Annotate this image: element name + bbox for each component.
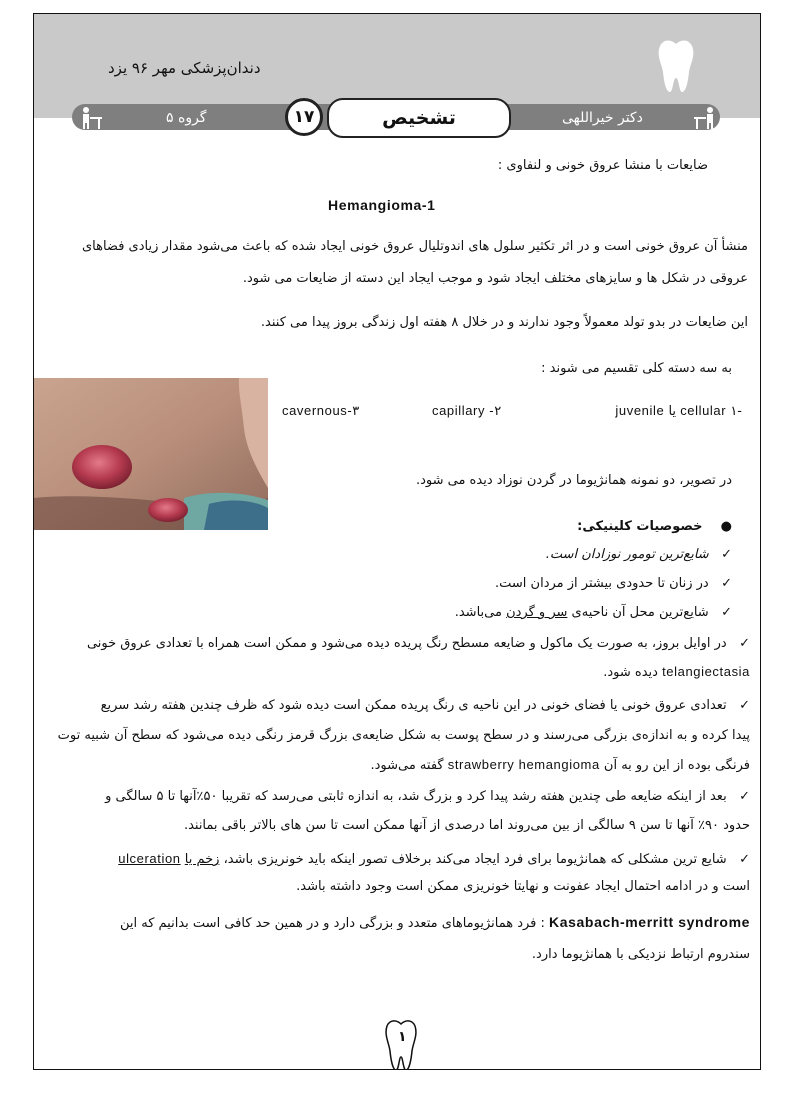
check-icon: ✓: [739, 789, 750, 804]
image-caption: در تصویر، دو نمونه همانژیوما در گردن نوزاد دیده می شود.: [415, 473, 732, 488]
list-item: ✓ شایع ترین مشکلی که همانژیوما برای فرد ایجاد می‌کند برخلاف تصور اینکه باید خونریزی باشد، زخم یا ulceration: [118, 851, 750, 867]
desk-person-icon: [78, 106, 104, 130]
list-item-continued: است و در ادامه احتمال ایجاد عفونت و نهایتا خونریزی ممکن است وجود داشته باشد.: [296, 879, 750, 894]
author-label: دکتر خیراللهی: [562, 110, 643, 126]
list-item: ✓ شایع‌ترین محل آن ناحیه‌ی سر و گردن می‌باشد.: [454, 605, 732, 620]
hemangioma-photo: [34, 378, 268, 530]
group-label: گروه ۵: [166, 110, 207, 126]
syndrome-line: Kasabach-merritt syndrome : فرد همانژیوماهای متعدد و بزرگی دارد و در همین حد کافی است بدانیم که این: [119, 914, 750, 931]
list-item: ✓ در زنان تا حدودی بیشتر از مردان است.: [495, 576, 732, 591]
clinical-heading: ● خصوصیات کلینیکی:: [577, 519, 732, 534]
section-title: تشخیص: [327, 98, 511, 138]
footer-page-number: ۱: [398, 1029, 407, 1045]
list-item: ✓ در اوایل بروز، به صورت یک ماکول و ضایعه مسطح رنگ پریده دیده می‌شود و ممکن است همراه با تعدادی عروق خونی: [86, 636, 750, 651]
list-item: ✓ شایع‌ترین تومور نوزادان است.: [545, 547, 732, 562]
header-title: دندان‌پزشکی مهر ۹۶ یزد: [108, 59, 261, 77]
check-icon: ✓: [721, 576, 732, 591]
list-item-continued: حدود ۹۰٪ آنها تا سن ۹ سالگی از بین می‌روند اما درصدی از آنها ممکن است تا سن های بالاتر باقی بمانند.: [183, 818, 750, 833]
check-icon: ✓: [739, 698, 750, 713]
check-icon: ✓: [721, 605, 732, 620]
check-icon: ✓: [739, 636, 750, 651]
check-icon: ✓: [739, 852, 750, 867]
chapter-number: ۱۷: [285, 98, 323, 136]
intro-line: ضایعات با منشا عروق خونی و لنفاوی :: [497, 158, 708, 173]
list-item: ✓ تعدادی عروق خونی یا فضای خونی در این ناحیه ی رنگ پریده ممکن است دیده شود که ظرف چندین هفته رشد سریع: [100, 698, 750, 713]
check-icon: ✓: [721, 547, 732, 562]
paragraph-line: این ضایعات در بدو تولد معمولاً وجود ندارند و در خلال ۸ هفته اول زندگی بروز پیدا می کنند.: [260, 315, 748, 330]
syndrome-line: سندروم ارتباط نزدیکی با همانژیوما دارد.: [531, 947, 750, 962]
paragraph-line: عروقی در شکل ها و سایزهای مختلف ایجاد شود و موجب ایجاد این دسته از ضایعات می شود.: [242, 271, 748, 286]
list-item-continued: پیدا کرده و به اندازه‌ی بزرگی می‌رسند و در سطح پوست به شکل ضایعه‌ی بزرگ قرمز رنگی دیده می‌شود که سطح آن شبیه توت: [57, 728, 750, 743]
tooth-icon: [654, 38, 698, 94]
category-1: -۱ cellular یا juvenile: [615, 403, 742, 419]
categories-intro: به سه دسته کلی تقسیم می شوند :: [541, 361, 732, 376]
list-item: ✓ بعد از اینکه ضایعه طی چندین هفته رشد پیدا کرد و بزرگ شد، به اندازه ثابتی می‌رسد که تقریبا ۵۰٪آنها تا ۵ سالگی و: [105, 789, 750, 804]
category-2: capillary -۲: [432, 403, 502, 418]
list-item-continued: telangiectasia دیده شود.: [603, 664, 750, 680]
section-heading: Hemangioma-1: [328, 197, 436, 213]
page-frame: [33, 13, 761, 1070]
list-item-continued: فرنگی بوده از این رو به آن strawberry hemangioma گفته می‌شود.: [370, 757, 750, 773]
paragraph-line: منشأ آن عروق خونی است و در اثر تکثیر سلول های اندوتلیال عروق خونی ایجاد شده که باعث می‌شود مقدار زیادی فضاهای: [81, 239, 748, 254]
bullet-icon: ●: [720, 519, 732, 534]
desk-person-icon: [692, 106, 718, 130]
category-3: cavernous-۳: [282, 403, 360, 418]
